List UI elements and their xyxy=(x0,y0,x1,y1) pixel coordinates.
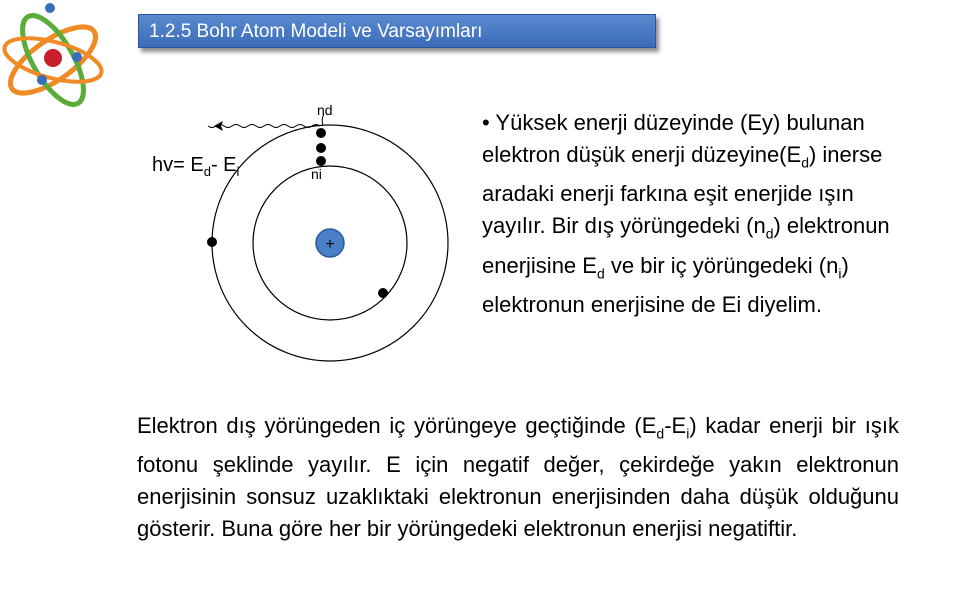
bullet-text: • Yüksek enerji düzeyinde (Ey) bulunan elektron düşük enerji $düzeyine(E_d)$ inerse aradaki enerji farkına eşit enerjide ışın yayılır. Bir dış yörüngedeki $(n_d)$ elektronun enerjisine $E_d$ ve bir iç yörüngedeki $(n_i)$ elektronun enerjisine de Ei diyelim. xyxy=(482,110,890,318)
atom-logo-icon xyxy=(0,0,112,122)
energy-formula: $hv= E_d-$ $E_i$ xyxy=(152,154,240,179)
slide-title: 1.2.5 Bohr Atom Modeli ve Varsayımları xyxy=(138,14,656,48)
ni-label: ni xyxy=(311,166,322,182)
electron xyxy=(378,288,388,298)
photon-arrowhead xyxy=(214,121,223,131)
photon-wave xyxy=(208,125,320,128)
bohr-atom-diagram xyxy=(140,100,460,380)
electron xyxy=(316,128,326,138)
electron xyxy=(207,237,217,247)
explanation-paragraph: Elektron dış yörüngeden iç yörüngeye geçtiğinde $(E_d-E_i)$ kadar enerji bir ışık fotonu şeklinde yayılır. E için negatif değer, çekirdeğe yakın elektronun enerjisinin sonsuz uzaklıktaki elektronun enerjisinden daha düşük olduğunu gösterir. Buna göre her bir yörüngedeki elektronun enerjisi negatiftir. xyxy=(137,413,899,542)
electron xyxy=(316,156,326,166)
electron xyxy=(316,143,326,153)
nd-label: nd xyxy=(317,102,333,118)
nucleus-label: + xyxy=(325,236,335,253)
